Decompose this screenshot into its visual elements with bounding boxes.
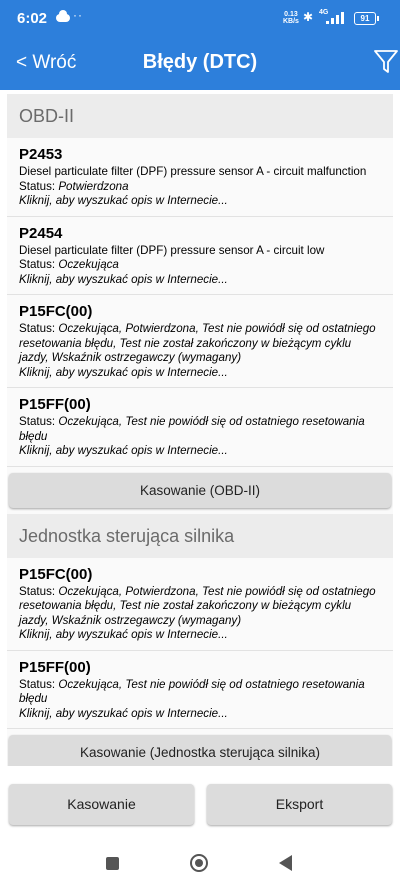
dtc-description: Diesel particulate filter (DPF) pressure sensor A - circuit low	[19, 243, 325, 257]
notification-dots: ··	[73, 8, 83, 22]
dtc-code: P15FF(00)	[19, 396, 91, 413]
signal-icon	[320, 12, 346, 24]
dtc-status: Status: Oczekująca, Potwierdzona, Test nie powiódł się od ostatniego resetowania błędu, Test nie został zakończony w bieżącym cyklu jazdy, Wskaźnik ostrzegawczy (wymagany)	[19, 584, 376, 627]
dtc-item[interactable]	[7, 558, 393, 651]
dtc-code: P15FC(00)	[19, 303, 93, 320]
dtc-item[interactable]	[7, 295, 393, 388]
home-icon[interactable]	[190, 854, 208, 872]
nav-back-icon[interactable]	[279, 855, 292, 871]
clear-all-button[interactable]: Kasowanie	[9, 784, 194, 825]
search-online-link[interactable]: Kliknij, aby wyszukać opis w Internecie...	[19, 628, 228, 641]
dtc-code: P2453	[19, 146, 63, 163]
dtc-status: Status: Oczekująca, Test nie powiódł się od ostatniego resetowania błędu	[19, 677, 365, 705]
dtc-status: Status: Potwierdzona	[19, 179, 129, 193]
battery-icon: 91	[354, 12, 376, 25]
dtc-item[interactable]	[7, 217, 393, 296]
section-header-engine-ecu: Jednostka sterująca silnika	[7, 514, 393, 558]
recents-icon[interactable]	[106, 857, 119, 870]
clear-obd2-button[interactable]: Kasowanie (OBD-II)	[9, 473, 391, 508]
clear-engine-ecu-button[interactable]: Kasowanie (Jednostka sterująca silnika)	[9, 735, 391, 766]
export-button[interactable]: Eksport	[207, 784, 392, 825]
dtc-item[interactable]	[7, 138, 393, 217]
search-online-link[interactable]: Kliknij, aby wyszukać opis w Internecie...	[19, 194, 228, 207]
dtc-description: Diesel particulate filter (DPF) pressure sensor A - circuit malfunction	[19, 165, 367, 178]
page-title: Błędy (DTC)	[142, 51, 258, 73]
dtc-item[interactable]	[7, 388, 393, 467]
search-online-link[interactable]: Kliknij, aby wyszukać opis w Internecie...	[19, 444, 228, 457]
dtc-code: P2454	[19, 224, 63, 242]
bluetooth-icon: ✱	[303, 10, 314, 24]
app-bar	[0, 36, 400, 90]
status-bar	[0, 0, 400, 36]
search-online-link[interactable]: Kliknij, aby wyszukać opis w Internecie...	[19, 706, 228, 720]
back-button[interactable]: < Wróć	[16, 52, 77, 73]
dtc-code: P15FF(00)	[19, 658, 91, 676]
network-type: 4G	[319, 9, 329, 16]
status-time: 6:02	[17, 10, 48, 27]
bottom-actions	[0, 766, 400, 826]
dtc-code: P15FC(00)	[19, 565, 93, 583]
dtc-list[interactable]	[7, 94, 393, 766]
search-online-link[interactable]: Kliknij, aby wyszukać opis w Internecie...	[19, 365, 228, 379]
dtc-status: Status: Oczekująca, Test nie powiódł się od ostatniego resetowania błędu	[19, 415, 365, 443]
section-header-obd2: OBD-II	[7, 94, 393, 138]
dtc-status: Status: Oczekująca, Potwierdzona, Test nie powiódł się od ostatniego resetowania błędu, Test nie został zakończony w bieżącym cyklu jazdy, Wskaźnik ostrzegawczy (wymagany)	[19, 322, 376, 364]
dtc-status: Status: Oczekująca	[19, 258, 119, 271]
network-rate: 0.13 KB/s	[283, 11, 299, 25]
filter-icon[interactable]	[374, 49, 398, 75]
dtc-item[interactable]	[7, 651, 393, 730]
system-nav-bar	[0, 836, 400, 889]
search-online-link[interactable]: Kliknij, aby wyszukać opis w Internecie...	[19, 272, 228, 286]
cloud-icon	[56, 14, 70, 22]
